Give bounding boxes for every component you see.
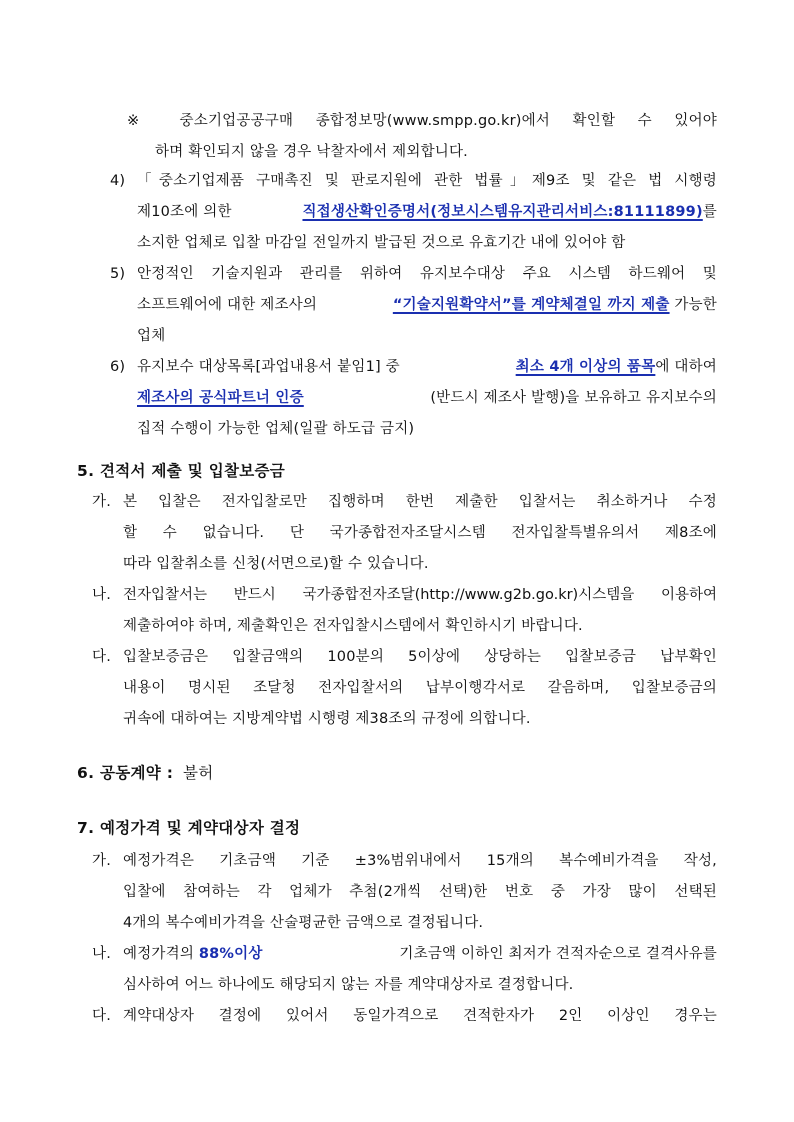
section-5-da-line-1: 입찰보증금은 입찰금액의 100분의 5이상에 상당하는 입찰보증금 납부확인 (123, 649, 717, 665)
section-5-da-line-3: 귀속에 대하여는 지방계약법 시행령 제38조의 규정에 의합니다. (123, 711, 531, 727)
section-5-na-line-1: 전자입찰서는 반드시 국가종합전자조달(http://www.g2b.go.kr)시스템을 이용하여 (123, 587, 717, 603)
section-7-ga-line-2: 입찰에 참여하는 각 업체가 추첨(2개씩 선택)한 번호 중 가장 많이 선택된 (123, 884, 717, 900)
item-6-line-1-suffix: 에 대하여 (655, 359, 717, 375)
item-5-line-1: 안정적인 기술지원과 관리를 위하여 유지보수대상 주요 시스템 하드웨어 및 (137, 266, 717, 282)
item-6-line-2-suffix: (반드시 제조사 발행)을 보유하고 유지보수의 (430, 390, 717, 406)
item-4-line-3: 소지한 업체로 입찰 마감일 전일까지 발급된 것으로 유효기간 내에 있어야 함 (137, 235, 626, 251)
percent-highlight: 88%이상 (198, 946, 263, 962)
item-6-line-2 (137, 388, 717, 408)
section-7-da-marker: 다. (92, 1008, 112, 1024)
item-4-line-2 (137, 202, 717, 222)
section-5-da-marker: 다. (92, 649, 112, 665)
section-7-na-marker: 나. (92, 946, 112, 962)
certificate-link: 직접생산확인증명서(정보시스템유지관리서비스:81111899) (302, 204, 703, 220)
section-7-ga-line-1: 예정가격은 기초금액 기준 ±3%범위내에서 15개의 복수예비가격을 작성, (123, 853, 717, 869)
item-5-line-3: 업체 (137, 328, 166, 344)
section-7-ga-marker: 가. (92, 853, 112, 869)
note-line-1: ※ 중소기업공공구매 종합정보망(www.smpp.go.kr)에서 확인할 수 있어야 (127, 113, 717, 129)
item-4-number: 4) (110, 173, 126, 189)
item-6-number: 6) (110, 359, 126, 375)
item-4-line-2-text: 제10조에 의한 (137, 204, 232, 220)
section-6-title: 6. 공동계약 : (77, 764, 174, 782)
item-5-line-2-suffix: 가능한 (669, 297, 717, 313)
partner-cert-link: 제조사의 공식파트너 인증 (137, 390, 304, 406)
section-5-da-line-2: 내용이 명시된 조달청 전자입찰서의 납부이행각서로 갈음하며, 입찰보증금의 (123, 680, 717, 696)
tech-support-link: “기술지원확약서”를 계약체결일 까지 제출 (392, 297, 670, 313)
item-6-line-1-text: 유지보수 대상목록[과업내용서 붙임1] 중 (137, 359, 400, 375)
item-4-line-2-suffix: 를 (702, 204, 717, 220)
section-5-ga-line-1: 본 입찰은 전자입찰로만 집행하며 한번 제출한 입찰서는 취소하거나 수정 (123, 494, 717, 510)
note-line-2: 하며 확인되지 않을 경우 낙찰자에서 제외합니다. (155, 144, 468, 160)
section-6-heading (77, 762, 214, 784)
section-5-ga-line-3: 따라 입찰취소를 신청(서면으로)할 수 있습니다. (123, 556, 429, 572)
section-7-heading: 7. 예정가격 및 계약대상자 결정 (77, 819, 301, 837)
section-5-na-marker: 나. (92, 587, 112, 603)
item-5-line-2-text: 소프트웨어에 대한 제조사의 (137, 297, 318, 313)
section-7-na-line-1-suffix: 기초금액 이하인 최저가 견적자순으로 결격사유를 (399, 946, 717, 962)
item-5-number: 5) (110, 266, 126, 282)
section-7-da-line-1: 계약대상자 결정에 있어서 동일가격으로 견적한자가 2인 이상인 경우는 (123, 1008, 717, 1024)
section-7-ga-line-3: 4개의 복수예비가격을 산술평균한 금액으로 결정됩니다. (123, 915, 484, 931)
section-6-value: 불허 (182, 764, 214, 782)
min-items-link: 최소 4개 이상의 품목 (515, 359, 656, 375)
section-7-na-line-2: 심사하여 어느 하나에도 해당되지 않는 자를 계약대상자로 결정합니다. (123, 977, 574, 993)
section-7-na-line-1-prefix: 예정가격의 (123, 946, 199, 962)
item-6-line-3: 집적 수행이 가능한 업체(일괄 하도급 금지) (137, 421, 415, 437)
section-5-na-line-2: 제출하여야 하며, 제출확인은 전자입찰시스템에서 확인하시기 바랍니다. (123, 618, 583, 634)
section-5-ga-marker: 가. (92, 494, 112, 510)
section-5-ga-line-2: 할 수 없습니다. 단 국가종합전자조달시스템 전자입찰특별유의서 제8조에 (123, 525, 717, 541)
item-6-line-1 (137, 357, 717, 377)
section-7-na-line-1 (123, 944, 717, 964)
item-5-line-2 (137, 295, 717, 315)
section-5-heading: 5. 견적서 제출 및 입찰보증금 (77, 462, 286, 480)
item-4-line-1: 「중소기업제품 구매촉진 및 판로지원에 관한 법률」제9조 및 같은 법 시행령 (137, 173, 717, 189)
